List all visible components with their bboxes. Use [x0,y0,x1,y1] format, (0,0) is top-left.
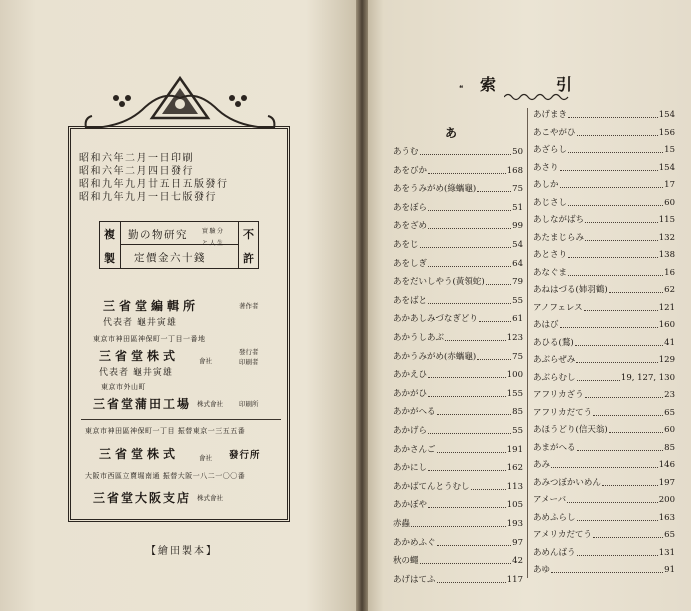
index-page-number: 65 [664,407,675,418]
index-page-number: 162 [506,463,523,474]
index-page-number: 117 [506,574,523,585]
index-entry [533,233,675,244]
leader-dots [428,296,511,304]
colophon-frame [68,126,290,522]
index-page-number: 19, 127, 130 [620,372,675,383]
index-term: あほうどり(信天翁) [533,425,608,435]
leader-dots [471,482,506,490]
index-page-number: 16 [664,267,675,278]
leader-dots [551,565,663,573]
book-price: 定價金六十錢 [134,252,206,264]
price-box-left-top: 複 [104,228,115,241]
index-page-number: 17 [664,180,675,190]
index-term: あさり [533,162,559,173]
index-entry [533,390,675,401]
index-term: あはび [533,320,559,330]
leader-dots [593,530,663,538]
divider [81,419,281,420]
index-entry [393,333,523,344]
index-page-number: 41 [664,337,675,348]
index-term: あかがへる [393,407,436,418]
index-term: あみ [533,460,551,470]
index-term: あをばと [393,295,428,306]
binder-stamp: 【繪田製本】 [146,546,218,557]
index-entry [533,355,675,366]
index-term: あまがへる [533,442,576,453]
index-page-number: 191 [506,444,523,455]
price-box-left-bottom: 製 [104,252,115,265]
index-entry [393,259,523,270]
leader-dots [577,548,658,556]
price-box-right-bottom: 許 [243,252,254,265]
index-page-number: 160 [658,320,675,330]
leader-dots [584,303,658,311]
index-entry [533,145,675,156]
publisher-address: 東京市神田區神保町一丁目一番地 [93,335,206,343]
index-page-number: 75 [512,351,523,362]
index-entry [533,285,675,296]
index-term: あぶらぜみ [533,355,576,365]
index-page-number: 129 [658,355,675,365]
publisher-role: 發行者 [239,348,259,356]
leader-dots [479,314,511,322]
leader-dots [420,240,512,248]
index-page-number: 91 [664,565,675,575]
date-published: 昭和六年二月四日發行 [79,166,194,177]
quote-mark-icon: ❝ [459,84,464,93]
index-page-number: 200 [658,495,675,505]
index-term: あかぼや [393,500,428,511]
index-entry [533,548,675,559]
book-subtitle-top: 實驗分 [202,227,225,235]
index-term: あなぐま [533,267,568,278]
index-term: あをぼら [393,202,428,213]
index-term: あかさんご [393,444,436,455]
index-entry [393,445,523,456]
index-entry [393,389,523,400]
printer-name-suffix: 株式會社 [197,400,223,408]
leader-dots [609,285,664,293]
leader-dots [568,250,658,258]
leader-dots [577,373,620,381]
index-page-number: 132 [658,232,675,243]
column-divider [527,108,528,578]
leader-dots [602,478,658,486]
index-term: あかえひ [393,370,428,381]
index-entry [533,530,675,541]
index-page-number: 154 [658,162,675,173]
branch-name: 三省堂大阪支店 [93,491,192,505]
index-entry [533,250,675,261]
index-entry [533,268,675,279]
leader-dots [420,147,512,155]
index-term: あめんばう [533,547,576,558]
index-term: あをびか [393,165,428,176]
index-page-number: 50 [512,147,523,157]
index-entry [533,513,675,524]
index-term: あしか [533,180,559,190]
index-entry [393,221,523,232]
index-entry [393,500,523,511]
index-entry [533,198,675,209]
index-entry [533,128,675,139]
date-seventh-edition: 昭和九年九月一日七版發行 [79,192,217,203]
index-term: あかにし [393,463,428,474]
index-page-number: 55 [512,426,523,436]
index-page-number: 61 [512,314,523,325]
index-page-number: 113 [506,481,523,492]
index-entry [393,296,523,307]
leader-dots [428,370,506,378]
index-term: あじさし [533,197,568,208]
index-term: あねはづる(姉羽鶴) [533,285,608,295]
decorative-ornament-icon [82,70,278,132]
leader-dots [560,163,658,171]
index-page-number: 65 [664,530,675,540]
index-term: あげはてふ [393,574,436,585]
index-entry [393,556,523,567]
publisher-representative: 代表者 龜井寅雄 [99,368,173,378]
index-page-number: 105 [506,500,523,511]
leader-dots [437,407,512,415]
index-entry [533,495,675,506]
author-role: 著作者 [239,302,259,310]
leader-dots [575,338,664,346]
index-page-number: 64 [512,258,523,269]
index-entry [393,203,523,214]
leader-dots [428,426,511,434]
index-term: あひる(鶩) [533,337,574,348]
date-printed: 昭和六年二月一日印刷 [79,153,194,164]
index-page-number: 121 [658,302,675,313]
leader-dots [437,538,512,546]
index-page-number: 131 [658,547,675,558]
leader-dots [585,215,658,223]
index-title-right: 引 [556,75,573,94]
leader-dots [609,425,664,433]
index-entry [533,373,675,384]
index-title-left: 索 [480,75,497,94]
index-term: あかがひ [393,388,428,399]
index-page-number: 99 [512,221,523,232]
index-entry [393,184,523,195]
leader-dots [428,203,511,211]
index-entry [533,565,675,576]
index-page-number: 155 [506,388,523,399]
issuer-name: 三省堂株式 [99,447,180,461]
index-page-number: 75 [512,184,523,195]
leader-dots [428,500,506,508]
leader-dots [577,513,658,521]
leader-dots [428,166,506,174]
index-term: あたまじらみ [533,232,585,243]
index-entry [393,352,523,363]
index-page-number: 79 [512,277,523,288]
leader-dots [568,110,658,118]
leader-dots [428,259,511,267]
issuer-role: 發行所 [229,450,261,461]
index-term: あをざめ [393,221,428,232]
index-term: 赤蟲 [393,519,411,529]
publisher-name: 三省堂株式 [99,349,180,363]
index-page-number: 100 [506,370,523,381]
index-term: あかげら [393,426,428,436]
issuer-name-suffix: 會社 [199,454,212,462]
author-org: 三省堂編輯所 [103,299,200,313]
index-page-number: 163 [658,512,675,523]
kana-section-heading: あ [445,126,458,140]
index-entry [533,180,675,191]
index-term: あこやがひ [533,127,576,138]
index-entry [393,538,523,549]
index-page-number: 51 [512,202,523,213]
index-term: あぶらむし [533,372,576,383]
leader-dots [568,145,663,153]
index-entry [533,478,675,489]
index-entry [393,426,523,437]
book-gutter [356,0,368,611]
index-page-number: 115 [658,215,675,225]
index-entry [533,425,675,436]
index-page-number: 97 [512,537,523,548]
printer-role: 印刷者 [239,358,259,366]
index-term: あをうみがめ(綠蠵龜) [393,184,477,195]
index-entry [393,407,523,418]
index-term: あかめふぐ [393,537,436,548]
index-entry [393,575,523,586]
leader-dots [568,268,663,276]
index-term: あかばてんとうむし [393,481,470,492]
index-term: あかうみがめ(赤蠵龜) [393,351,477,362]
index-page-number: 55 [512,295,523,306]
index-entry [533,443,675,454]
index-term: あざらし [533,145,568,155]
index-term: アフリカざう [533,390,584,400]
leader-dots [477,352,511,360]
issuer-address: 東京市神田區神保町一丁目 振替東京一三五五番 [85,427,246,435]
index-page-number: 123 [506,333,523,343]
index-page-number: 154 [658,110,675,120]
branch-address: 大阪市西區立賣堀南通 振替大阪一八二一〇〇番 [85,472,246,480]
index-page-number: 60 [664,425,675,435]
index-term: あめふらし [533,512,576,523]
index-entry [393,519,523,530]
leader-dots [568,198,663,206]
author-representative: 代表者 龜井寅雄 [103,318,177,328]
index-term: あうむ [393,147,419,157]
leader-dots [577,443,664,451]
index-page-number: 54 [512,240,523,250]
index-page-number: 42 [512,556,523,567]
index-term: あかあしみづなぎどり [393,314,478,325]
index-term: あみつぼかいめん [533,477,601,488]
index-entry [533,110,675,121]
leader-dots [411,519,506,527]
leader-dots [560,180,664,188]
index-entry [393,482,523,493]
leader-dots [428,389,506,397]
index-entry [533,215,675,226]
index-page-number: 156 [658,127,675,138]
index-term: あとさり [533,250,568,260]
date-fifth-edition: 昭和九年九月廿五日五版發行 [79,179,229,190]
index-entry [393,166,523,177]
decorative-wave-icon [504,92,570,102]
index-entry [533,320,675,331]
index-entry [393,240,523,251]
index-entry [393,147,523,158]
index-term: あしながばち [533,215,585,225]
index-page-number: 62 [664,285,675,295]
printing-house-role: 印刷所 [239,400,259,408]
index-term: あゆ [533,565,551,575]
index-page-number: 138 [658,250,675,260]
index-term: あかうしあぶ [393,333,445,343]
index-term: あげまき [533,110,568,120]
leader-dots [585,233,658,241]
leader-dots [551,460,658,468]
leader-dots [577,128,658,136]
index-page-number: 85 [512,407,523,418]
index-entry [393,370,523,381]
price-box-right-top: 不 [243,228,254,241]
index-page-number: 197 [658,477,675,488]
price-box [99,221,259,269]
index-page-number: 23 [664,390,675,400]
index-term: あをじ [393,240,419,250]
index-entry [533,163,675,174]
index-entry [533,408,675,419]
book-subtitle [202,225,236,249]
index-term: アフリカだてう [533,407,593,418]
leader-dots [420,556,512,564]
index-page-number: 168 [506,165,523,176]
index-page-number: 85 [664,442,675,453]
leader-dots [437,445,506,453]
index-page-number: 15 [664,145,675,155]
leader-dots [576,355,658,363]
leader-dots [477,184,511,192]
leader-dots [428,221,511,229]
publisher-name-suffix: 會社 [199,357,212,365]
leader-dots [437,575,506,583]
index-entry [533,303,675,314]
index-page-number: 193 [506,519,523,529]
book-subtitle-bottom: と人生 [202,239,225,247]
leader-dots [445,333,506,341]
leader-dots [560,320,658,328]
leader-dots [593,408,663,416]
leader-dots [428,463,506,471]
index-term: あをだいしやう(黃領蛇) [393,277,485,288]
leader-dots [585,390,664,398]
index-term: アメリカだてう [533,530,592,540]
index-term: アメーバ [533,495,567,505]
index-page-number: 60 [664,197,675,208]
index-term: アノフェレス [533,302,583,313]
branch-name-suffix: 株式會社 [197,494,223,502]
index-entry [533,460,675,471]
index-page-number: 146 [658,460,675,470]
index-term: あをしぎ [393,258,428,269]
index-entry [393,314,523,325]
printer-address: 東京市外山町 [101,383,146,391]
index-entry [393,463,523,474]
leader-dots [486,277,512,285]
printer-name: 三省堂蒲田工場 [93,397,192,411]
book-title: 勤の物研究 [128,229,188,241]
leader-dots [567,495,658,503]
index-term: 秋の蠅 [393,556,419,567]
index-entry [533,338,675,349]
index-entry [393,277,523,288]
